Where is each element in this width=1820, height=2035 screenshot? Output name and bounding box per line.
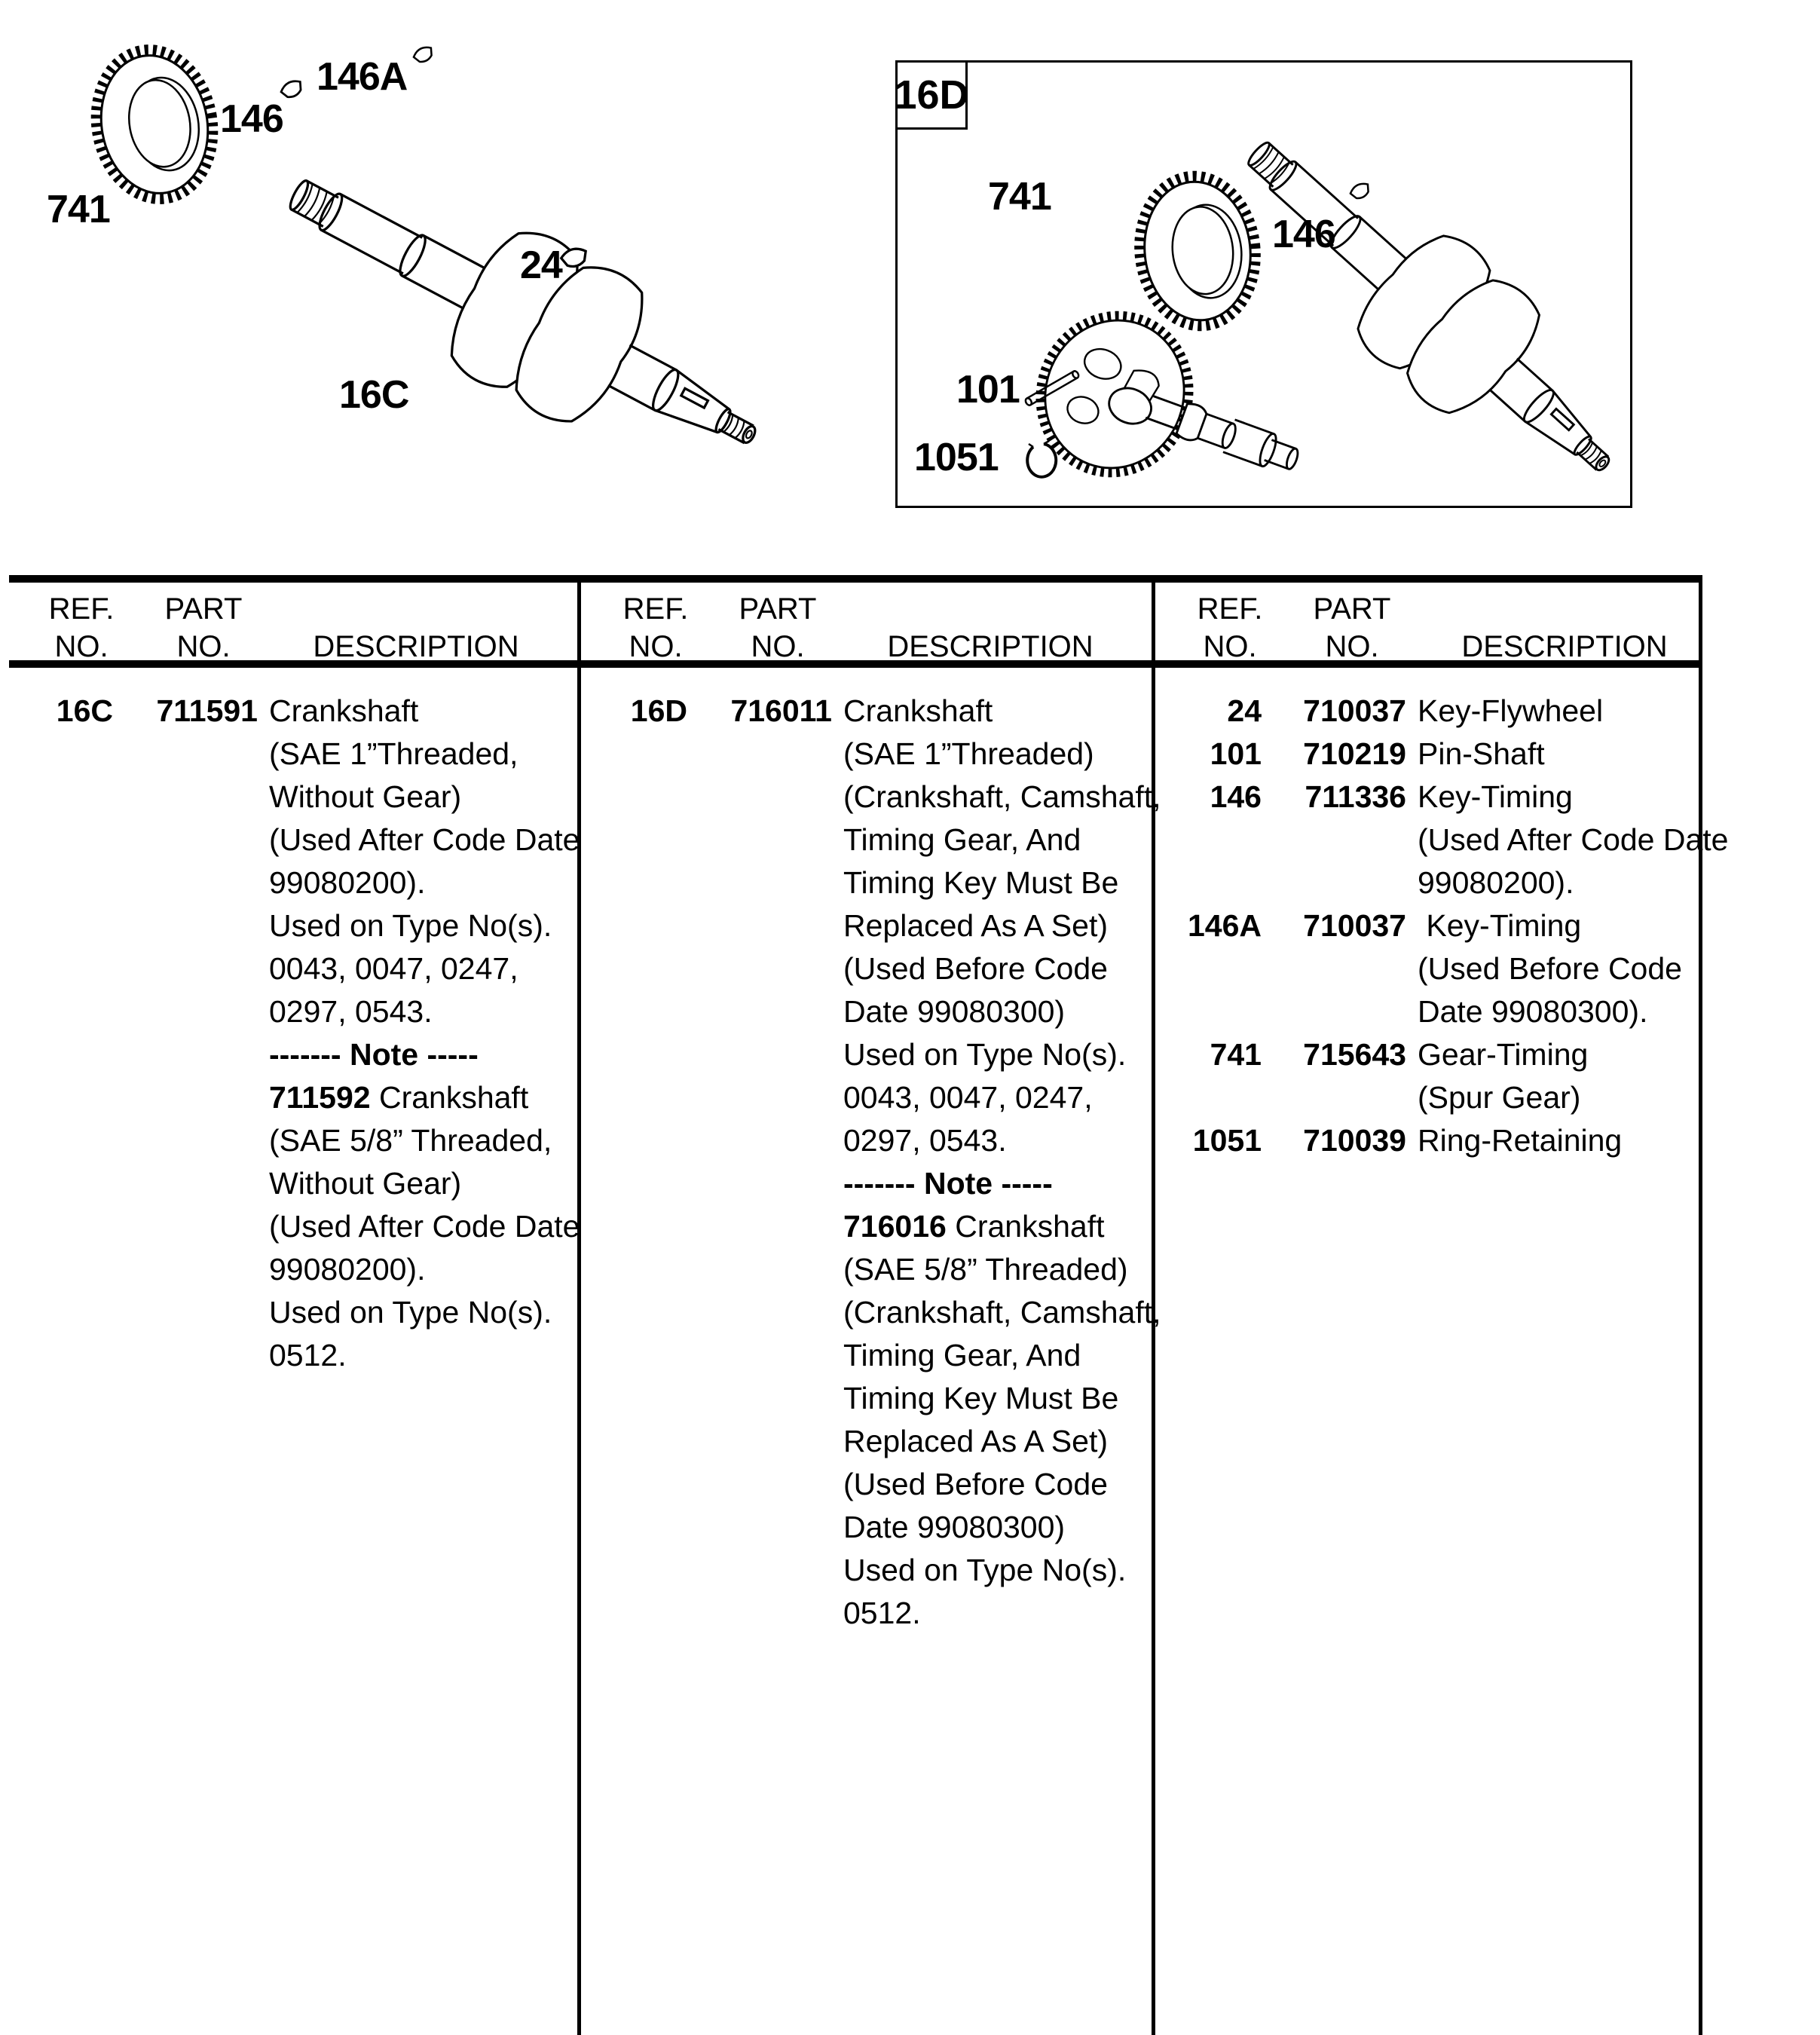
description-cell: Gear-Timing (1418, 1037, 1589, 1072)
table-row (583, 1252, 1156, 1295)
table-row (583, 1596, 1156, 1639)
header-part: PART (739, 592, 817, 626)
part-label-146: 146 (220, 97, 283, 141)
part-label-146: 146 (1272, 213, 1335, 256)
table-row (583, 822, 1156, 865)
header-part: PART (164, 592, 243, 626)
table-row (1158, 736, 1730, 779)
description-cell: Timing Gear, And (843, 822, 1081, 857)
table-row (583, 1123, 1156, 1166)
description-cell: Used on Type No(s). (843, 1037, 1127, 1072)
table-row (9, 994, 582, 1037)
table-row (583, 693, 1156, 736)
description-cell: Date 99080300) (843, 1510, 1066, 1544)
table-row (1158, 865, 1730, 908)
ref-no-cell: 24 (1227, 693, 1262, 728)
table-row (1158, 1123, 1730, 1166)
table-row (9, 865, 582, 908)
header-description: DESCRIPTION (887, 630, 1094, 663)
table-row (583, 865, 1156, 908)
ref-no-cell: 741 (1210, 1037, 1262, 1072)
header-part: NO. (751, 630, 805, 663)
table-row (9, 951, 582, 994)
description-cell: (SAE 1”Threaded) (843, 736, 1094, 771)
table-row (9, 1037, 582, 1080)
header-description: DESCRIPTION (313, 630, 519, 663)
table-row (583, 1424, 1156, 1467)
column-body (1158, 693, 1730, 1166)
ref-no-cell: 16D (630, 693, 687, 728)
description-cell: (Used Before Code (843, 1467, 1108, 1501)
description-cell: 716016 Crankshaft (843, 1209, 1105, 1244)
part-no-cell: 710037 (1303, 908, 1406, 943)
description-cell: 0043, 0047, 0247, (843, 1080, 1093, 1115)
description-cell: 0297, 0543. (269, 994, 433, 1029)
description-cell: 99080200). (269, 1252, 426, 1287)
part-label-101: 101 (956, 368, 1020, 412)
description-cell: (SAE 5/8” Threaded, (269, 1123, 552, 1158)
description-cell: Timing Key Must Be (843, 865, 1119, 900)
table-row (9, 1166, 582, 1209)
ref-no-cell: 146 (1210, 779, 1262, 814)
description-cell: Used on Type No(s). (269, 1295, 552, 1330)
column-body (9, 693, 582, 1381)
header-ref: NO. (629, 630, 683, 663)
description-cell: Timing Key Must Be (843, 1381, 1119, 1415)
description-cell: (Used Before Code (1418, 951, 1682, 986)
part-label-1051: 1051 (914, 436, 999, 479)
table-row (9, 1295, 582, 1338)
description-cell: (Used After Code Date (1418, 822, 1729, 857)
ref-no-cell: 1051 (1192, 1123, 1262, 1158)
part-label-741: 741 (988, 175, 1051, 219)
description-cell: 0043, 0047, 0247, (269, 951, 518, 986)
column-body (583, 693, 1161, 1639)
table-column-2 (583, 575, 1161, 2035)
header-ref: REF. (48, 592, 115, 626)
table-row (9, 779, 582, 822)
table-row (583, 1467, 1156, 1510)
table-row (583, 951, 1156, 994)
description-cell: ------- Note ----- (269, 1037, 479, 1072)
table-column-1 (9, 575, 582, 2035)
table-row (583, 1510, 1156, 1553)
part-no-cell: 711591 (156, 693, 258, 728)
table-row (583, 1295, 1161, 1338)
table-row (1158, 994, 1730, 1037)
description-cell: (SAE 5/8” Threaded) (843, 1252, 1128, 1287)
description-cell: Timing Gear, And (843, 1338, 1081, 1372)
description-cell: Key-Timing (1418, 908, 1582, 943)
header-description: DESCRIPTION (1461, 630, 1668, 663)
ref-no-cell: 146A (1187, 908, 1262, 943)
part-no-cell: 711336 (1305, 779, 1406, 814)
header-part: NO. (1325, 630, 1379, 663)
table-row (9, 908, 582, 951)
description-cell: 0512. (843, 1596, 921, 1630)
description-cell: 0297, 0543. (843, 1123, 1007, 1158)
table-row (583, 994, 1156, 1037)
description-cell: (Used After Code Date (269, 1209, 580, 1244)
table-row (583, 908, 1156, 951)
table-row (583, 1080, 1156, 1123)
description-cell: Without Gear) (269, 1166, 462, 1201)
table-row (583, 736, 1156, 779)
description-cell: Used on Type No(s). (269, 908, 552, 943)
table-row (1158, 779, 1730, 822)
description-cell: Crankshaft (843, 693, 993, 728)
table-row (1158, 1080, 1730, 1123)
table-row (583, 779, 1161, 822)
description-cell: Ring-Retaining (1418, 1123, 1623, 1158)
diagram-16d-label: 16D (894, 72, 969, 118)
table-row (9, 1338, 582, 1381)
table-row (9, 1080, 582, 1123)
description-cell: ------- Note ----- (843, 1166, 1053, 1201)
table-row (583, 1209, 1156, 1252)
ref-no-cell: 16C (56, 693, 113, 728)
description-cell: Date 99080300). (1418, 994, 1648, 1029)
table-row (583, 1037, 1156, 1080)
description-cell: (Crankshaft, Camshaft, (843, 779, 1161, 814)
description-cell: Without Gear) (269, 779, 462, 814)
table-row (1158, 693, 1730, 736)
description-cell: Key-Flywheel (1418, 693, 1604, 728)
table-row (583, 1338, 1156, 1381)
table-column-3 (1158, 575, 1730, 2035)
description-cell: (Used Before Code (843, 951, 1108, 986)
description-cell: 99080200). (269, 865, 426, 900)
header-ref: REF. (1197, 592, 1263, 626)
description-cell: Used on Type No(s). (843, 1553, 1127, 1587)
header-ref: NO. (1203, 630, 1257, 663)
table-row (1158, 908, 1730, 951)
description-cell: Key-Timing (1418, 779, 1573, 814)
description-cell: Replaced As A Set) (843, 908, 1109, 943)
header-part: NO. (176, 630, 231, 663)
part-label-24: 24 (520, 243, 562, 287)
part-no-cell: 716011 (730, 693, 832, 728)
table-row (9, 1123, 582, 1166)
description-cell: (SAE 1”Threaded, (269, 736, 518, 771)
table-row (9, 693, 582, 736)
table-row (9, 1252, 582, 1295)
part-no-cell: 710037 (1303, 693, 1406, 728)
part-label-16c: 16C (339, 373, 409, 417)
part-no-cell: 715643 (1303, 1037, 1406, 1072)
description-cell: (Crankshaft, Camshaft, (843, 1295, 1161, 1330)
table-row (583, 1553, 1156, 1596)
table-row (1158, 1037, 1730, 1080)
table-row (9, 736, 582, 779)
description-cell: Date 99080300) (843, 994, 1066, 1029)
part-label-146a: 146A (317, 55, 408, 99)
part-no-cell: 710219 (1303, 736, 1406, 771)
table-row (583, 1381, 1156, 1424)
table-row (1158, 951, 1730, 994)
part-no-cell: 710039 (1303, 1123, 1406, 1158)
description-cell: Pin-Shaft (1418, 736, 1545, 771)
header-part: PART (1313, 592, 1391, 626)
header-ref: NO. (54, 630, 109, 663)
ref-no-cell: 101 (1210, 736, 1262, 771)
description-cell: 0512. (269, 1338, 347, 1372)
description-cell: 711592 Crankshaft (269, 1080, 529, 1115)
description-cell: Crankshaft (269, 693, 419, 728)
description-cell: 99080200). (1418, 865, 1574, 900)
description-cell: (Spur Gear) (1418, 1080, 1581, 1115)
table-row (9, 822, 582, 865)
table-row (583, 1166, 1156, 1209)
description-cell: Replaced As A Set) (843, 1424, 1109, 1458)
description-cell: (Used After Code Date (269, 822, 580, 857)
header-ref: REF. (622, 592, 689, 626)
table-row (1158, 822, 1730, 865)
part-label-741: 741 (47, 188, 110, 231)
table-row (9, 1209, 582, 1252)
